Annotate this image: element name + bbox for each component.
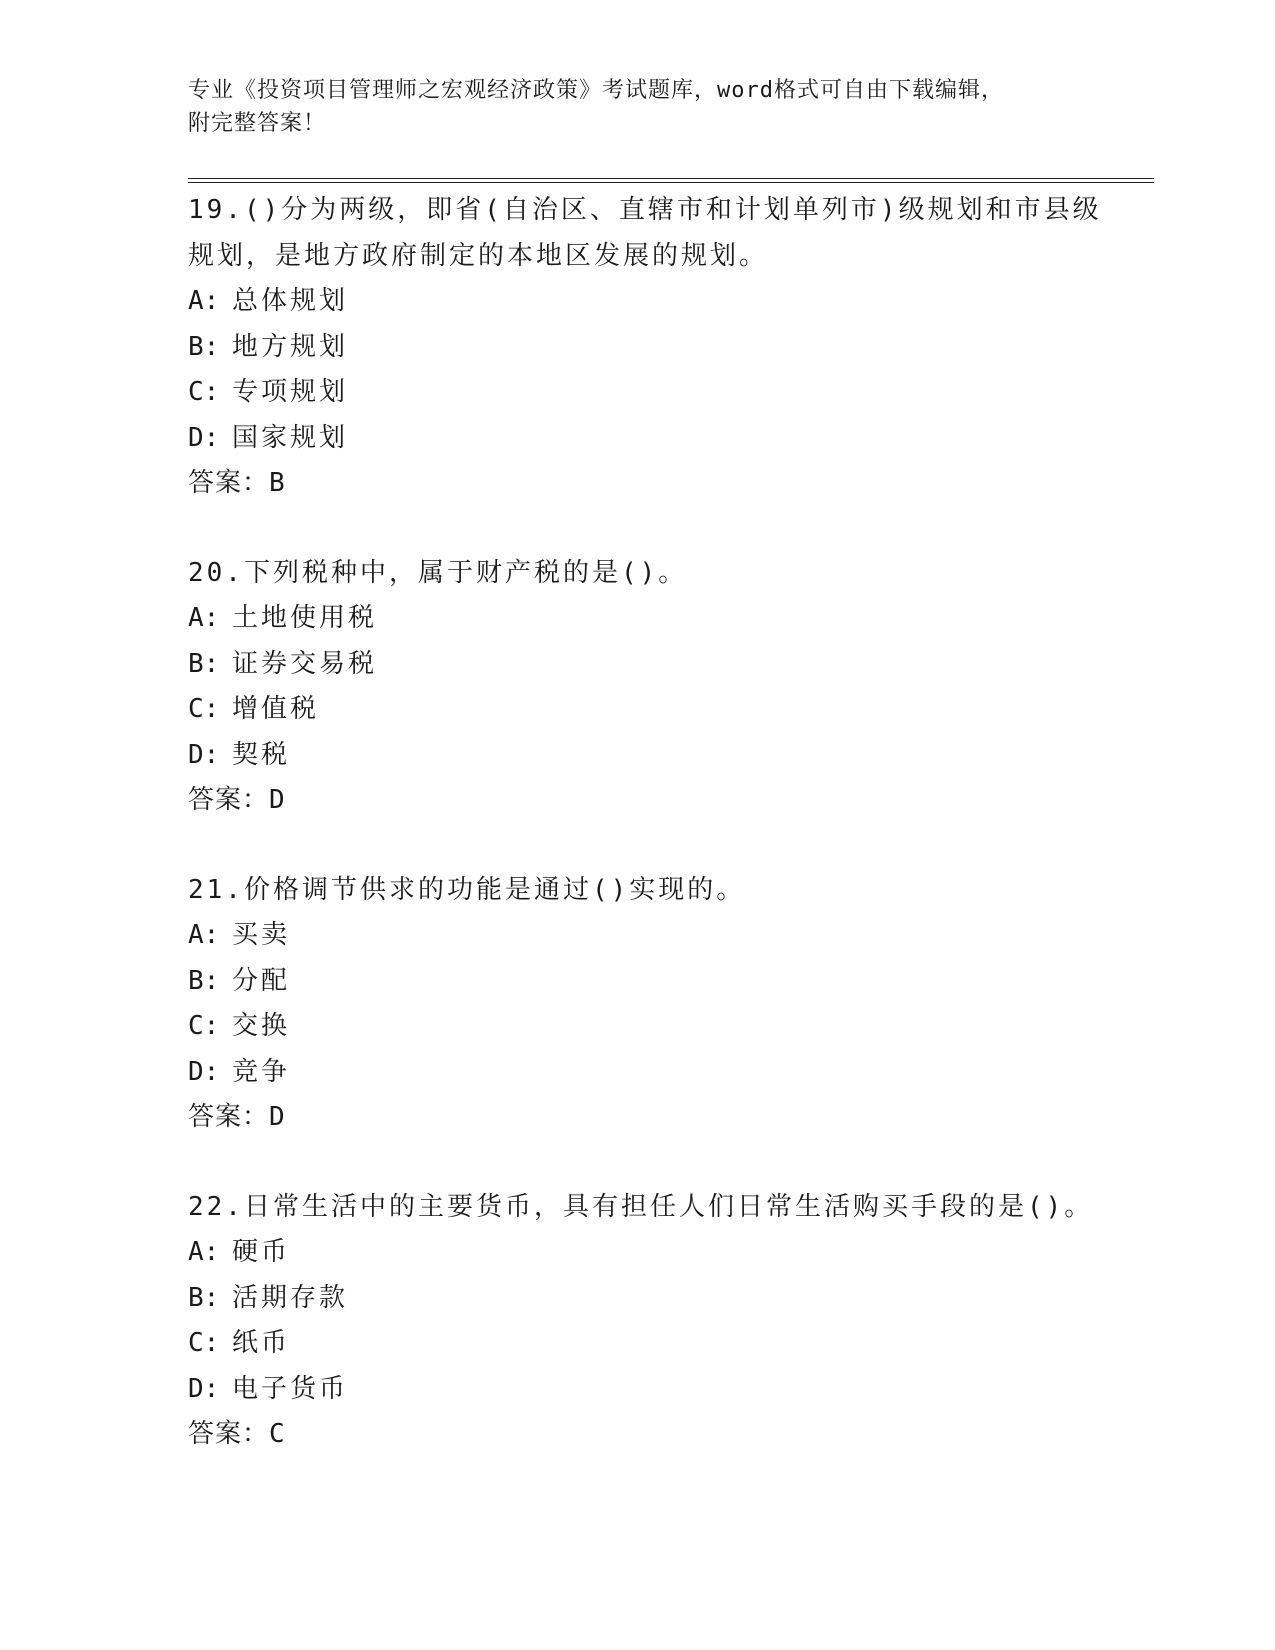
option-text: 活期存款 bbox=[232, 1282, 349, 1313]
option-text: 契税 bbox=[232, 739, 291, 770]
option-text: 分配 bbox=[232, 965, 291, 996]
question-stem: 21.价格调节供求的功能是通过()实现的。 bbox=[188, 874, 746, 905]
option-a bbox=[188, 913, 1154, 959]
header-divider bbox=[188, 178, 1154, 183]
option-b bbox=[188, 325, 1154, 371]
header-line-1: 专业《投资项目管理师之宏观经济政策》考试题库，word格式可自由下载编辑， bbox=[188, 78, 1004, 103]
option-a bbox=[188, 596, 1154, 642]
option-text: 国家规划 bbox=[232, 422, 349, 453]
option-c bbox=[188, 1321, 1154, 1367]
option-d bbox=[188, 1050, 1154, 1096]
option-d bbox=[188, 1367, 1154, 1413]
option-a bbox=[188, 1230, 1154, 1276]
option-label: C: bbox=[188, 1328, 220, 1358]
answer-line: 答案：D bbox=[188, 785, 286, 815]
option-label: B: bbox=[188, 331, 220, 362]
option-b bbox=[188, 959, 1154, 1005]
option-text: 增值税 bbox=[232, 694, 320, 724]
option-label: D: bbox=[188, 1056, 220, 1087]
option-text: 专项规划 bbox=[232, 377, 349, 407]
option-label: C: bbox=[188, 694, 220, 724]
question-stem: 19.()分为两级，即省(自治区、直辖市和计划单列市)级规划和市县级 bbox=[188, 195, 1102, 225]
option-text: 总体规划 bbox=[232, 286, 349, 316]
option-text: 电子货币 bbox=[232, 1373, 349, 1404]
answer-line: 答案：C bbox=[188, 1419, 286, 1449]
answer-line: 答案：D bbox=[188, 1102, 286, 1132]
option-a bbox=[188, 279, 1154, 325]
option-c bbox=[188, 687, 1154, 733]
document-header bbox=[188, 74, 1088, 140]
option-text: 地方规划 bbox=[232, 331, 349, 362]
option-text: 证券交易税 bbox=[232, 648, 378, 679]
answer-line: 答案：B bbox=[188, 468, 286, 498]
option-label: B: bbox=[188, 1282, 220, 1313]
question-19 bbox=[188, 188, 1154, 507]
option-label: C: bbox=[188, 1011, 220, 1041]
option-label: D: bbox=[188, 739, 220, 770]
option-text: 硬币 bbox=[232, 1237, 291, 1267]
option-text: 纸币 bbox=[232, 1328, 291, 1358]
option-b bbox=[188, 1276, 1154, 1322]
question-stem: 20.下列税种中，属于财产税的是()。 bbox=[188, 557, 688, 588]
question-21 bbox=[188, 868, 1154, 1141]
question-list bbox=[188, 188, 1154, 1458]
option-label: A: bbox=[188, 603, 220, 633]
option-text: 买卖 bbox=[232, 920, 291, 950]
option-d bbox=[188, 733, 1154, 779]
question-stem: 22.日常生活中的主要货币，具有担任人们日常生活购买手段的是()。 bbox=[188, 1191, 1094, 1222]
question-20 bbox=[188, 551, 1154, 824]
option-c bbox=[188, 370, 1154, 416]
option-text: 土地使用税 bbox=[232, 603, 378, 633]
option-label: D: bbox=[188, 1373, 220, 1404]
option-text: 竞争 bbox=[232, 1056, 291, 1087]
question-stem: 规划，是地方政府制定的本地区发展的规划。 bbox=[188, 240, 769, 271]
option-text: 交换 bbox=[232, 1011, 291, 1041]
option-c bbox=[188, 1004, 1154, 1050]
option-label: A: bbox=[188, 286, 220, 316]
option-label: A: bbox=[188, 1237, 220, 1267]
option-label: C: bbox=[188, 377, 220, 407]
option-label: A: bbox=[188, 920, 220, 950]
option-b bbox=[188, 642, 1154, 688]
option-label: D: bbox=[188, 422, 220, 453]
header-line-2: 附完整答案！ bbox=[188, 111, 327, 136]
option-d bbox=[188, 416, 1154, 462]
option-label: B: bbox=[188, 965, 220, 996]
option-label: B: bbox=[188, 648, 220, 679]
question-22 bbox=[188, 1185, 1154, 1458]
